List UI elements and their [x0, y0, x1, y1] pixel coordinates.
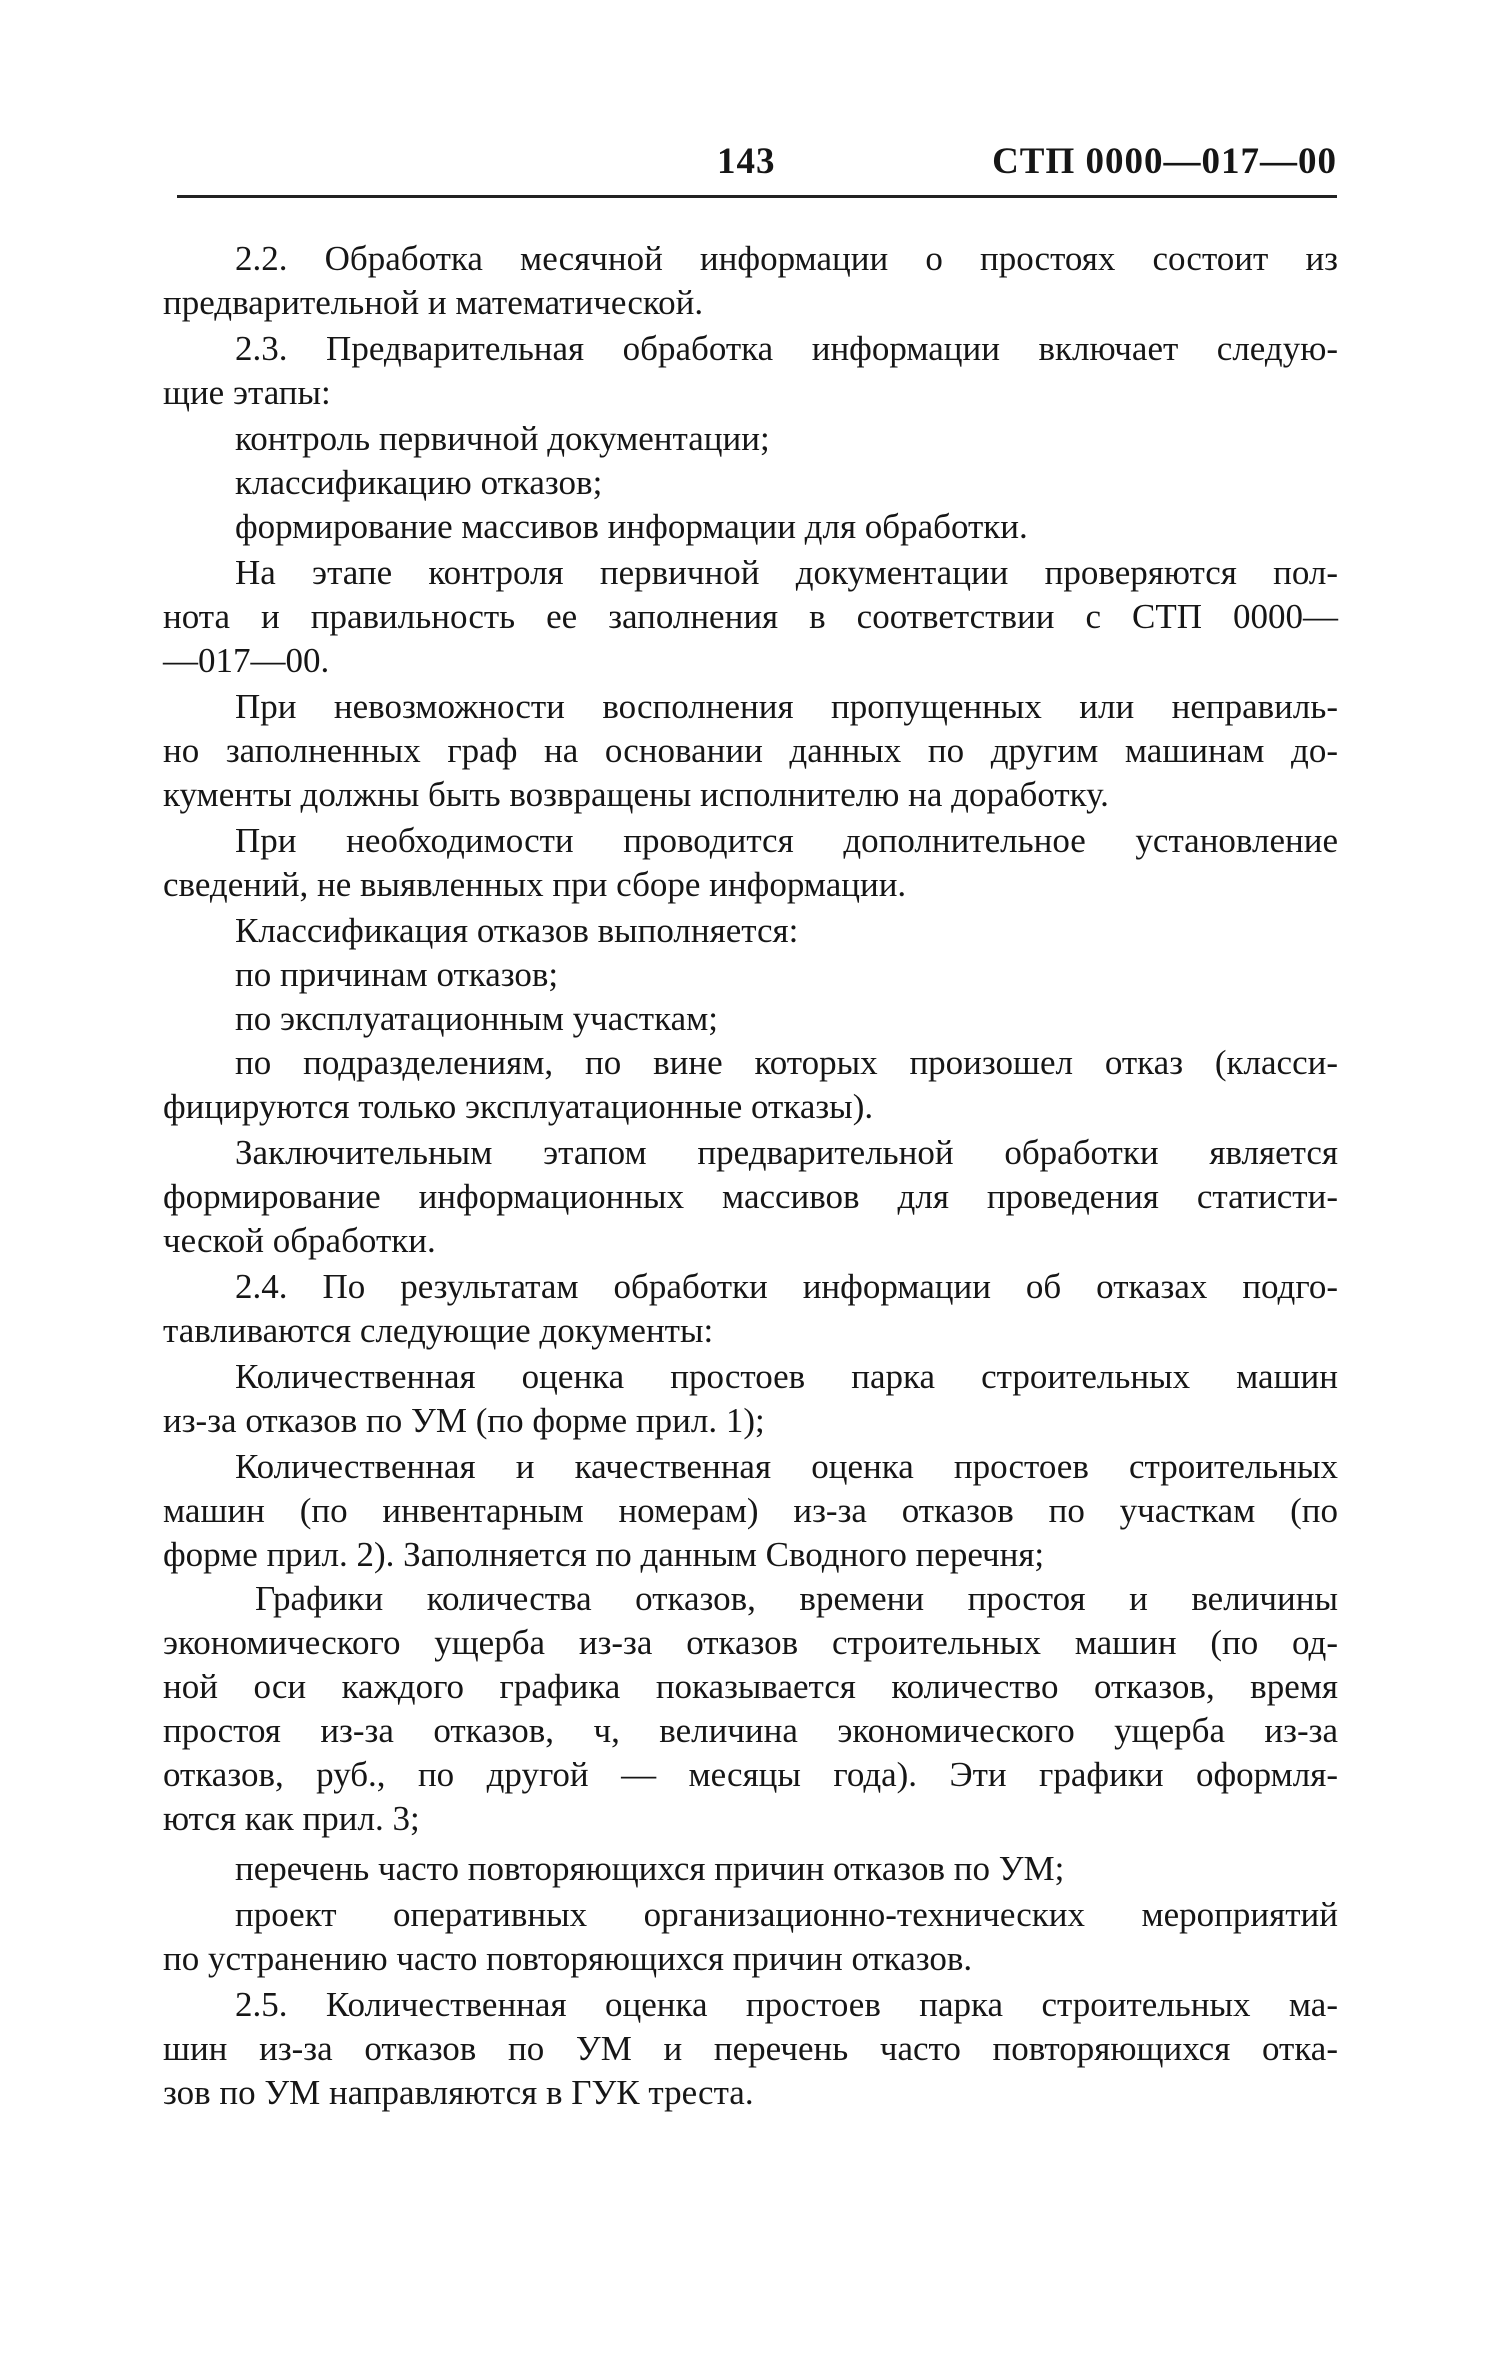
text-line: 2.2. Обработка месячной информации о простоях состоит из: [235, 239, 1338, 278]
text-line: щие этапы:: [163, 373, 331, 412]
text-line: При невозможности восполнения пропущенных или неправиль-: [235, 687, 1338, 726]
text-line: 2.4. По результатам обработки информации об отказах подго-: [235, 1267, 1338, 1306]
list-item: по эксплуатационным участкам;: [235, 999, 718, 1038]
text-line: простоя из-за отказов, ч, величина экономического ущерба из-за: [163, 1711, 1338, 1750]
text-line: из-за отказов по УМ (по форме прил. 1);: [163, 1401, 765, 1440]
page-number: 143: [717, 141, 776, 182]
document-code: СТП 0000—017—00: [992, 141, 1337, 182]
text-line: фицируются только эксплуатационные отказы).: [163, 1087, 874, 1126]
header-rule: [177, 195, 1337, 198]
text-line: ной оси каждого графика показывается количество отказов, время: [163, 1667, 1338, 1706]
list-item: Количественная оценка простоев парка строительных машин: [235, 1357, 1338, 1396]
page-header: [177, 140, 1337, 200]
text-line: предварительной и математической.: [163, 283, 704, 322]
list-item: по подразделениям, по вине которых произошел отказ (класси-: [235, 1043, 1338, 1082]
text-line: экономического ущерба из-за отказов строительных машин (по од-: [163, 1623, 1338, 1662]
text-line: кументы должны быть возвращены исполнителю на доработку.: [163, 775, 1109, 814]
text-line: 2.5. Количественная оценка простоев парка строительных ма-: [235, 1985, 1338, 2024]
text-line: На этапе контроля первичной документации проверяются пол-: [235, 553, 1338, 592]
page-body: [163, 237, 1338, 2115]
list-item: перечень часто повторяющихся причин отказов по УМ;: [235, 1849, 1065, 1888]
text-line: При необходимости проводится дополнительное установление: [235, 821, 1338, 860]
text-line: ческой обработки.: [163, 1221, 436, 1260]
text-line: Классификация отказов выполняется:: [235, 911, 799, 950]
list-item: по причинам отказов;: [235, 955, 559, 994]
list-item: проект оперативных организационно-технических мероприятий: [235, 1895, 1338, 1934]
text-line: машин (по инвентарным номерам) из-за отказов по участкам (по: [163, 1491, 1338, 1530]
text-line: форме прил. 2). Заполняется по данным Сводного перечня;: [163, 1535, 1045, 1574]
text-line: —017—00.: [163, 641, 330, 680]
text-line: 2.3. Предварительная обработка информации включает следую-: [235, 329, 1338, 368]
list-item: Графики количества отказов, времени простоя и величины: [255, 1579, 1338, 1618]
text-line: но заполненных граф на основании данных по другим машинам до-: [163, 731, 1338, 770]
list-item: контроль первичной документации;: [235, 419, 770, 458]
text-line: зов по УМ направляются в ГУК треста.: [163, 2073, 754, 2112]
text-line: Заключительным этапом предварительной обработки является: [235, 1133, 1338, 1172]
text-line: нота и правильность ее заполнения в соответствии с СТП 0000—: [163, 597, 1338, 636]
text-line: тавливаются следующие документы:: [163, 1311, 714, 1350]
text-line: ются как прил. 3;: [163, 1799, 420, 1838]
list-item: формирование массивов информации для обработки.: [235, 507, 1028, 546]
list-item: Количественная и качественная оценка простоев строительных: [235, 1447, 1338, 1486]
text-line: по устранению часто повторяющихся причин отказов.: [163, 1939, 973, 1978]
text-line: отказов, руб., по другой — месяцы года). Эти графики оформля-: [163, 1755, 1338, 1794]
list-item: классификацию отказов;: [235, 463, 603, 502]
text-line: шин из-за отказов по УМ и перечень часто повторяющихся отка-: [163, 2029, 1338, 2068]
text-line: формирование информационных массивов для проведения статисти-: [163, 1177, 1338, 1216]
text-line: сведений, не выявленных при сборе информации.: [163, 865, 907, 904]
